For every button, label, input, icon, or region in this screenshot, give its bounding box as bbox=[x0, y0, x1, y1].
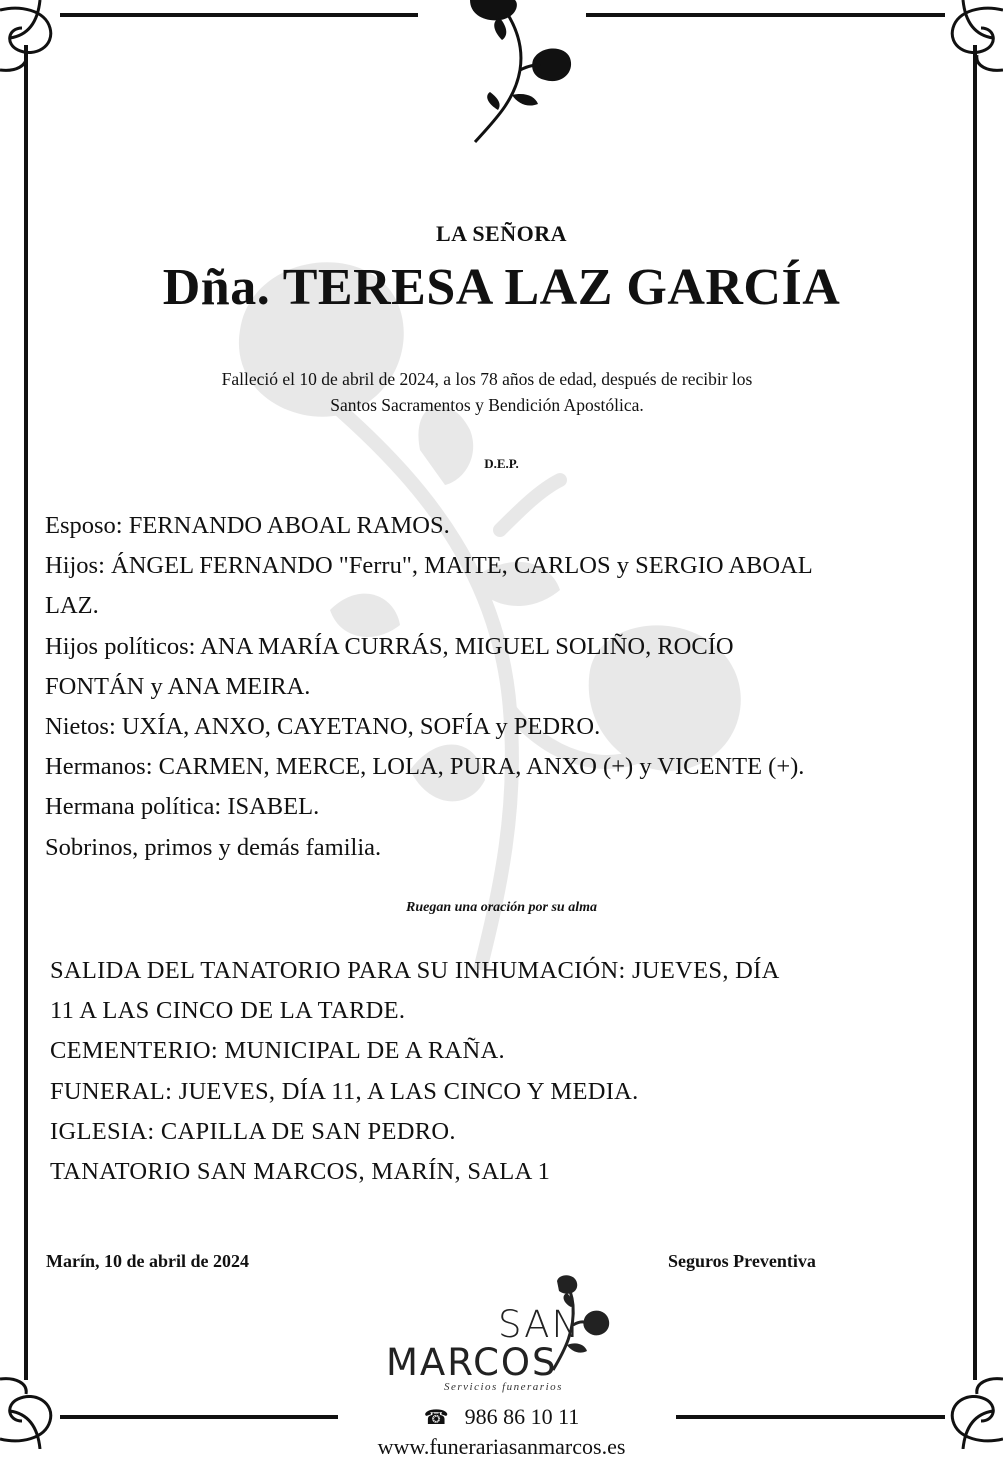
family-line: Esposo: FERNANDO ABOAL RAMOS. bbox=[45, 512, 450, 539]
family-line: Hijos: ÁNGEL FERNANDO "Ferru", MAITE, CARLOS y SERGIO ABOAL bbox=[45, 552, 813, 580]
website-link[interactable]: www.funerariasanmarcos.es bbox=[377, 1434, 626, 1459]
family-list bbox=[45, 506, 965, 868]
logo-line-marcos: MARCOS bbox=[386, 1341, 558, 1384]
service-line: FUNERAL: JUEVES, DÍA 11, A LAS CINCO Y MEDIA. bbox=[50, 1077, 639, 1105]
family-line: Hermana política: ISABEL. bbox=[45, 793, 320, 821]
family-line: Hermanos: CARMEN, MERCE, LOLA, PURA, ANXO (+) y VICENTE (+). bbox=[45, 753, 805, 781]
service-line: IGLESIA: CAPILLA DE SAN PEDRO. bbox=[50, 1117, 456, 1145]
service-line: CEMENTERIO: MUNICIPAL DE A RAÑA. bbox=[50, 1037, 505, 1065]
prayer-request: Ruegan una oración por su alma bbox=[406, 900, 597, 915]
family-line: LAZ. bbox=[45, 592, 99, 620]
service-details bbox=[50, 951, 950, 1192]
death-notice-line: Santos Sacramentos y Bendición Apostólica. bbox=[330, 395, 644, 415]
insurer: Seguros Preventiva bbox=[668, 1251, 816, 1271]
death-notice-line: Falleció el 10 de abril de 2024, a los 78 años de edad, después de recibir los bbox=[221, 369, 753, 389]
telephone-icon: ☎ bbox=[423, 1407, 449, 1429]
service-line: 11 A LAS CINCO DE LA TARDE. bbox=[50, 997, 406, 1025]
phone-row bbox=[0, 1404, 1003, 1430]
logo-tagline: Servicios funerarios bbox=[444, 1381, 563, 1393]
dep-label: D.E.P. bbox=[484, 456, 519, 471]
family-line: Sobrinos, primos y demás familia. bbox=[45, 833, 382, 861]
family-line: Hijos políticos: ANA MARÍA CURRÁS, MIGUEL SOLIÑO, ROCÍO bbox=[45, 632, 734, 660]
service-line: SALIDA DEL TANATORIO PARA SU INHUMACIÓN: JUEVES, DÍA bbox=[50, 957, 780, 984]
place-date: Marín, 10 de abril de 2024 bbox=[46, 1251, 249, 1271]
title-label: LA SEÑORA bbox=[435, 221, 568, 246]
logo-line-san: SAN bbox=[498, 1303, 582, 1346]
phone-number[interactable]: 986 86 10 11 bbox=[464, 1404, 580, 1429]
service-line: TANATORIO SAN MARCOS, MARÍN, SALA 1 bbox=[50, 1158, 551, 1186]
family-line: FONTÁN y ANA MEIRA. bbox=[45, 672, 311, 700]
funeral-home-logo bbox=[380, 1275, 630, 1405]
deceased-name: Dña. TERESA LAZ GARCÍA bbox=[162, 259, 841, 316]
family-line: Nietos: UXÍA, ANXO, CAYETANO, SOFÍA y PEDRO. bbox=[45, 713, 601, 741]
